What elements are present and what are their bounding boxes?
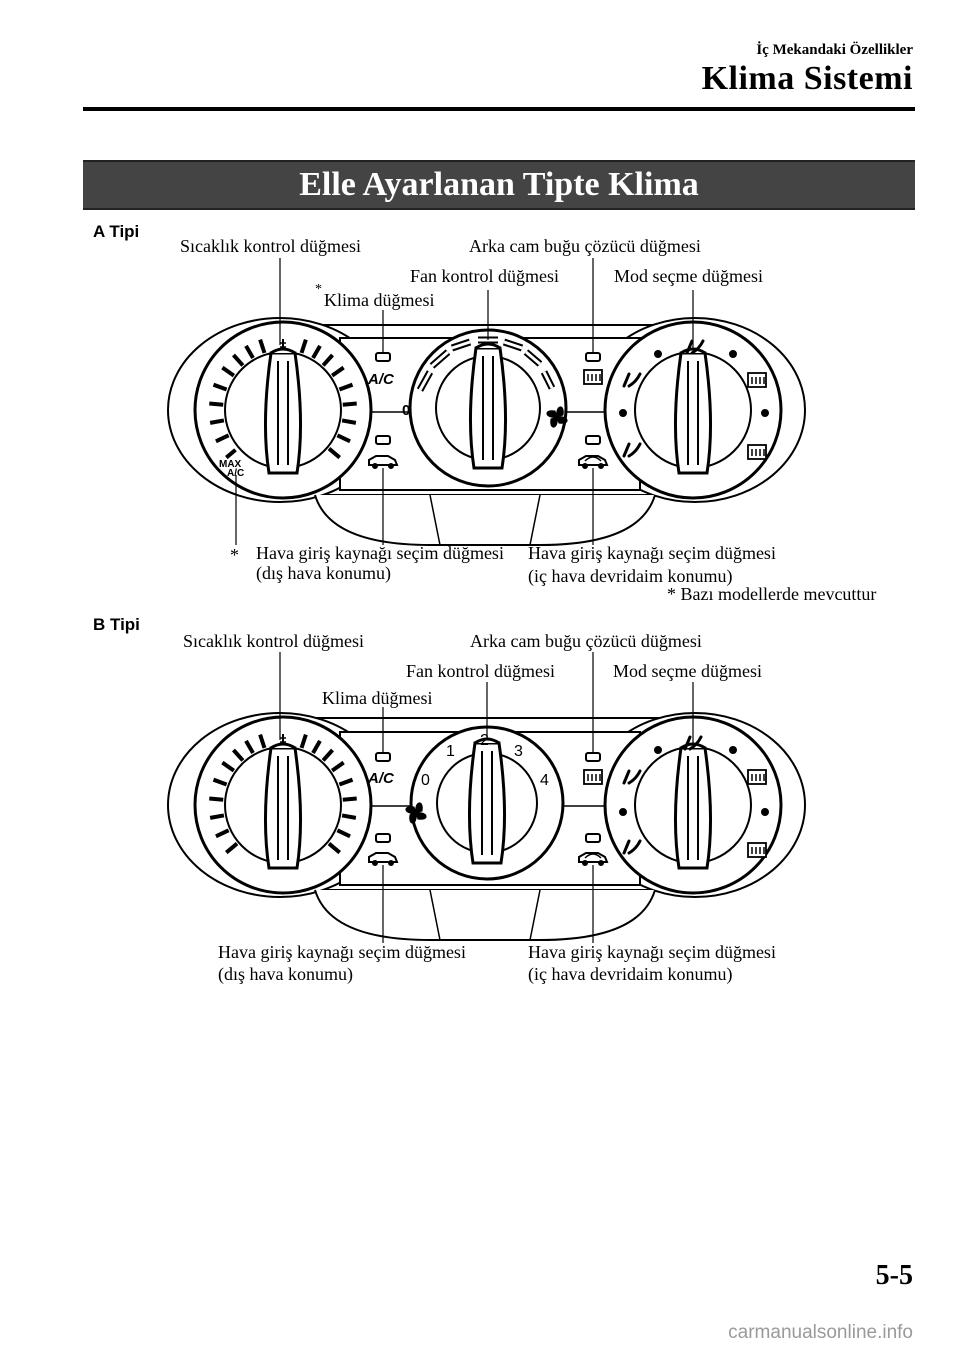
type-a-intake-outside-label-2: (dış hava konumu)	[256, 563, 391, 583]
type-a-temp-knob-label: Sıcaklık kontrol düğmesi	[180, 236, 361, 256]
type-a-footnote: * Bazı modellerde mevcuttur	[667, 584, 877, 604]
type-b-intake-outside-label: Hava giriş kaynağı seçim düğmesi	[218, 942, 466, 962]
type-b-ac-button-label: Klima düğmesi	[322, 688, 433, 708]
type-a-intake-recirc-label: Hava giriş kaynağı seçim düğmesi	[528, 543, 776, 563]
watermark: carmanualsonline.info	[728, 1322, 913, 1343]
type-b-ac-marking: A/C	[368, 770, 394, 787]
type-a-mode-knob-label: Mod seçme düğmesi	[614, 266, 763, 286]
type-b-fan-3: 3	[514, 743, 523, 760]
type-b-fan-4: 4	[540, 772, 549, 789]
type-a-ac-marking: A/C	[368, 371, 394, 388]
type-b-label: B Tipi	[93, 615, 140, 634]
type-a-fan-knob-label: Fan kontrol düğmesi	[410, 266, 559, 286]
type-b-intake-recirc-label: Hava giriş kaynağı seçim düğmesi	[528, 942, 776, 962]
type-b-rear-defrost-label: Arka cam buğu çözücü düğmesi	[470, 631, 702, 651]
type-a-max-marking: MAX	[219, 459, 242, 470]
page-number: 5-5	[875, 1260, 913, 1291]
type-a-max-asterisk: *	[230, 545, 239, 565]
type-b-temp-knob-label: Sıcaklık kontrol düğmesi	[183, 631, 364, 651]
type-a-ac-asterisk: *	[315, 282, 322, 297]
type-b-intake-recirc-label-2: (iç hava devridaim konumu)	[528, 964, 733, 984]
type-a-label: A Tipi	[93, 222, 140, 241]
type-a-fan-zero: 0	[402, 402, 411, 419]
type-b-fan-1: 1	[446, 743, 455, 760]
type-a-rear-defrost-label: Arka cam buğu çözücü düğmesi	[469, 236, 701, 256]
chapter-title: Klima Sistemi	[701, 60, 913, 97]
type-b-intake-outside-label-2: (dış hava konumu)	[218, 964, 353, 984]
type-a-panel	[168, 318, 805, 545]
type-a-ac-button-label: Klima düğmesi	[324, 290, 435, 310]
type-a-max-ac-marking: A/C	[227, 468, 245, 479]
type-a-intake-outside-label: Hava giriş kaynağı seçim düğmesi	[256, 543, 504, 563]
section-title: İç Mekandaki Özellikler	[756, 42, 913, 58]
section-banner: Elle Ayarlanan Tipte Klima	[83, 160, 915, 210]
type-b-fan-0: 0	[421, 772, 430, 789]
type-b-mode-knob-label: Mod seçme düğmesi	[613, 661, 762, 681]
type-a-intake-recirc-label-2: (iç hava devridaim konumu)	[528, 566, 733, 586]
type-b-fan-knob-label: Fan kontrol düğmesi	[406, 661, 555, 681]
type-b-fan-2: 2	[480, 732, 489, 749]
